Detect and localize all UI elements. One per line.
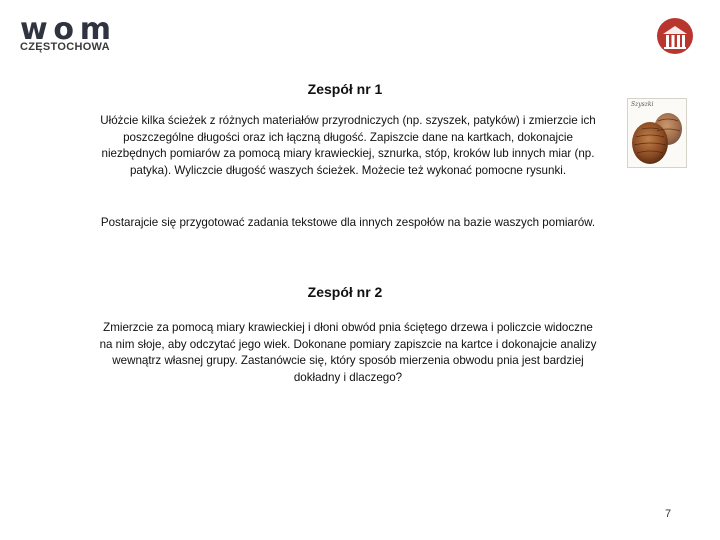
pine-cone-icon bbox=[628, 99, 686, 167]
section-1-paragraph-1: Ułóżcie kilka ścieżek z różnych materiałów przyrodniczych (np. szyszek, patyków) i zmierzcie ich poszczególne długości oraz ich łączną długość. Zapiszcie dane na kartkach, dokonajcie niezbędnych pomiarów za pomocą miary krawieckiej, sznurka, stóp, kroków lub innych miar (np. patyka). Wyliczcie długość waszych ścieżek. Możecie też wykonać pomocne rysunki. bbox=[100, 114, 596, 177]
logo-subtitle: CZĘSTOCHOWA bbox=[20, 41, 110, 53]
photo-caption: Szyszki bbox=[631, 101, 654, 108]
page-number: 7 bbox=[665, 508, 672, 520]
pine-cone-photo bbox=[627, 98, 687, 168]
section-1-title: Zespół nr 1 bbox=[307, 81, 383, 97]
section-2-paragraph-1: Zmierzcie za pomocą miary krawieckiej i dłoni obwód pnia ściętego drzewa i policzcie widoczne na nim słoje, aby odczytać jego wiek. Dokonane pomiary zapiszcie na kartce i dokonajcie analizy wewnątrz własnej grupy. Zastanówcie się, który sposób mierzenia obwodu pnia jest bardziej dokładny i dlaczego? bbox=[99, 321, 597, 384]
section-1-paragraph-2: Postarajcie się przygotować zadania tekstowe dla innych zespołów na bazie waszych pomiarów. bbox=[100, 216, 596, 229]
university-emblem-icon bbox=[656, 17, 694, 55]
section-2-title: Zespół nr 2 bbox=[307, 284, 383, 300]
logo-text: wom bbox=[20, 12, 110, 47]
wom-logo bbox=[18, 12, 118, 62]
